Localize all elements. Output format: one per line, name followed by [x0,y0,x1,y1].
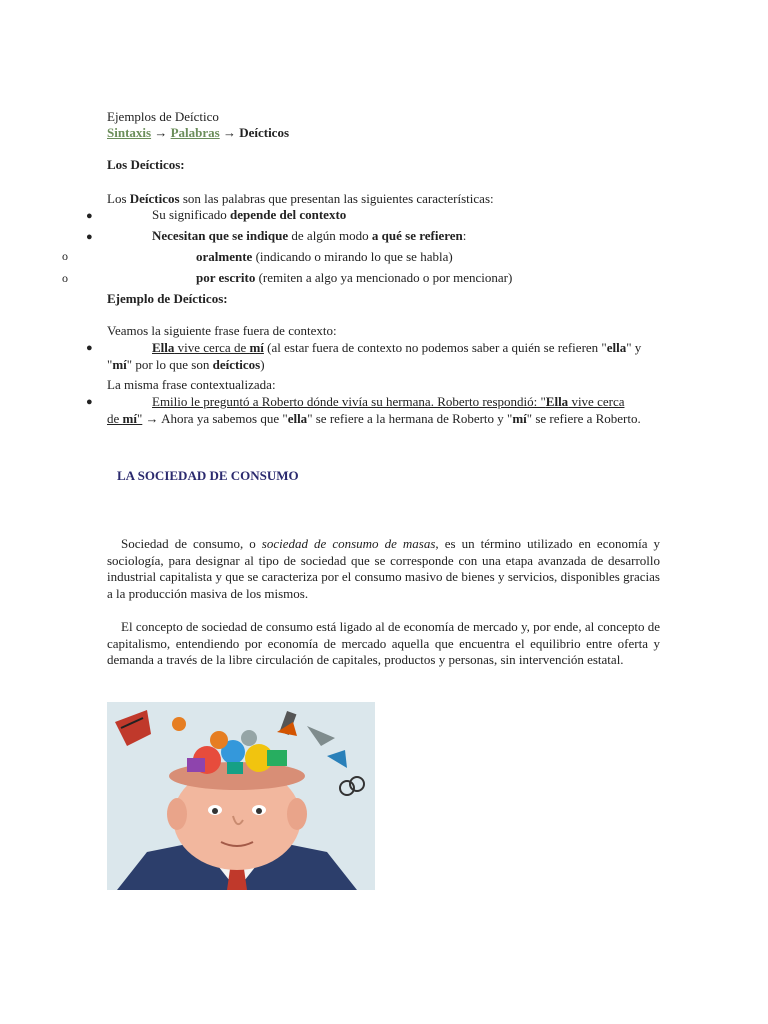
example-word-ella: Ella [152,340,175,355]
paragraph-text: , es un término utilizado en economía y sociología, para designar al tipo de sociedad que se corresponde con una etapa avanzada de desarrollo industrial capitalista y que se caracteriza por el consumo masivo de bienes y servicios, disponibles gracias a la producción masiva de los mismos. [107,536,660,601]
sub-list-item [196,249,453,265]
breadcrumb-current: Deícticos [239,125,290,140]
intro-post: son las palabras que presentan las siguientes características: [179,191,494,206]
breadcrumb [107,125,289,141]
example-word-mi: mí [112,357,127,372]
example-line [152,394,624,410]
example-line [152,340,641,356]
paragraph-text: El concepto de sociedad de consumo está ligado al de economía de mercado y, por ende, al concepto de capitalismo, entendiendo por economía de mercado aquella que encuentra el equilibrio entre oferta y demanda a través de la libre circulación de capitales, productos y personas, sin intervención estatal. [107,619,660,667]
list-item [152,207,346,223]
breadcrumb-separator: → [219,125,240,140]
list-item [152,228,466,244]
example-text: " y [626,340,642,355]
sub-list-item-bold: por escrito [196,270,256,285]
sub-list-item-text: (remiten a algo ya mencionado o por mencionar) [255,270,513,285]
intro-text [107,191,494,207]
paragraph-italic: sociedad de consumo de masas [261,536,436,551]
example-text: " por lo que son [126,357,213,372]
list-item-text: Su significado [152,207,230,222]
sub-list-item-bold: oralmente [196,249,253,264]
example-text: Emilio le preguntó a Roberto dónde vivía su hermana. Roberto respondió: " [152,394,546,409]
example-word-ella: Ella [545,394,569,409]
sub-list-item [196,270,512,286]
example-text: (al estar fuera de contexto no podemos saber a quién se refieren " [263,340,607,355]
intro-bold: Deícticos [129,191,180,206]
list-item-bold: a qué se refieren [371,228,463,243]
example-text: de [107,411,123,426]
sub-list-item-text: (indicando o mirando lo que se habla) [252,249,453,264]
example-word-mi: mí [512,411,527,426]
section-heading-deicticos: Los Deícticos: [107,157,185,172]
example-line [107,357,265,373]
list-item-bold: Necesitan que se indique [152,228,289,243]
example-line [107,411,641,427]
example-text: vive cerca [568,394,625,409]
bullet-icon: ● [86,210,93,222]
breadcrumb-link-palabras[interactable]: Palabras [170,125,220,140]
list-item-bold: depende del contexto [230,207,347,222]
breadcrumb-separator: → [151,125,171,140]
example-word-deicticos: deícticos [212,357,261,372]
example-text: " [136,411,143,426]
intro-pre: Los [107,191,130,206]
example-text: " se refiere a la hermana de Roberto y " [307,411,513,426]
article-paragraph [107,536,660,602]
page-title: Ejemplos de Deíctico [107,109,219,124]
example-text: vive cerca de [174,340,250,355]
article-paragraph [107,619,660,669]
paragraph-text: Sociedad de consumo, o [121,536,262,551]
breadcrumb-link-sintaxis[interactable]: Sintaxis [107,125,152,140]
circle-bullet-icon: o [62,249,68,263]
example-word-ella: ella [606,340,627,355]
bullet-icon: ● [86,396,93,408]
article-title: LA SOCIEDAD DE CONSUMO [117,468,299,483]
section-heading-ejemplo: Ejemplo de Deícticos: [107,291,228,306]
circle-bullet-icon: o [62,271,68,285]
example-word-mi: mí [249,340,264,355]
consumer-head-illustration [107,702,375,890]
bullet-icon: ● [86,231,93,243]
example-text: " [107,357,113,372]
example-text: → Ahora ya sabemos que " [142,411,288,426]
bullet-icon: ● [86,342,93,354]
example-text: ) [260,357,265,372]
example-word-mi: mí [122,411,137,426]
example-intro: Veamos la siguiente frase fuera de contexto: [107,323,337,338]
example-word-ella: ella [287,411,308,426]
example-text: " se refiere a Roberto. [526,411,641,426]
list-item-text: de algún modo [288,228,372,243]
list-item-text: : [462,228,467,243]
contextual-intro: La misma frase contextualizada: [107,377,276,392]
